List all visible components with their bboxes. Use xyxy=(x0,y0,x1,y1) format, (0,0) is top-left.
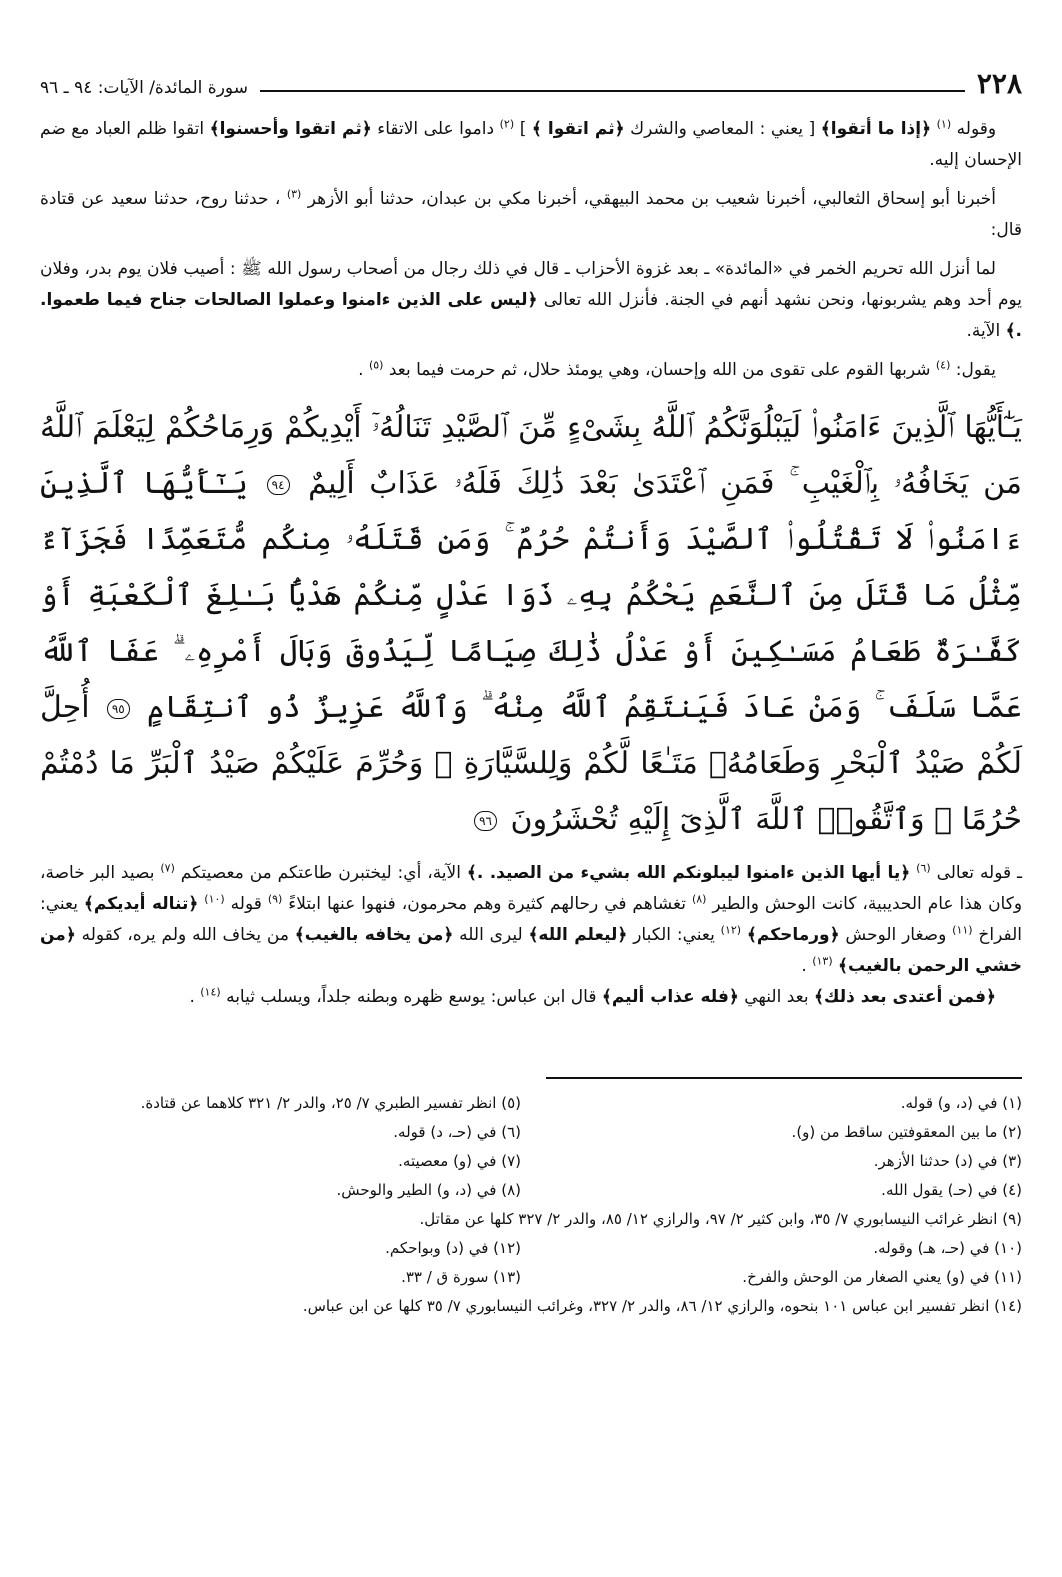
quran-quote: ﴿فله عذاب أليم﴾ xyxy=(601,987,739,1007)
footnote-10: (١٠) في (حـ، هـ) وقوله. xyxy=(873,1239,1022,1257)
text: شربها القوم على تقوى من الله وإحسان، وهي يومئذ حلال، ثم حرمت فيما بعد xyxy=(388,360,931,380)
quran-quote: ﴿تناله أيديكم﴾ xyxy=(83,894,199,914)
text: لما أنزل الله تحريم الخمر في «المائدة» ـ بعد غزوة الأحزاب ـ قال في ذلك رجال من أصحاب رسول الله ﷺ : أصيب فلان يوم بدر، وفلان يوم أحد وهم يشربونها، ونحن نشهد أنهم في الجنة. فأنزل الله تعالى xyxy=(40,259,1023,310)
footnote-5: (٥) انظر تفسير الطبري ٧/ ٢٥، والدر ٢/ ٣٢١ كلاهما عن قتادة. xyxy=(140,1094,521,1112)
text: . xyxy=(358,360,364,380)
footnote-13: (١٣) سورة ق / ٣٣. xyxy=(401,1268,521,1286)
text: ] xyxy=(519,119,527,139)
header-rule xyxy=(260,90,965,92)
quran-quote: ﴿إذا ما أتقوا﴾ xyxy=(820,119,932,139)
text: الآية. xyxy=(966,321,1001,341)
text: يعني: الفراخ xyxy=(40,894,1022,945)
text: أخبرنا أبو إسحاق الثعالبي، أخبرنا شعيب بن محمد البيهقي، أخبرنا مكي بن عبدان، حدثنا أبو الأزهر xyxy=(307,189,997,209)
text: ، حدثنا روح، حدثنا سعيد عن قتادة قال: xyxy=(40,189,1022,240)
commentary-paragraph-3 xyxy=(40,254,1022,347)
text: بعد النهي xyxy=(744,987,809,1007)
footnote-ref: (٤) xyxy=(935,358,951,372)
footnote-ref: (٢) xyxy=(499,117,515,131)
quran-quote: ﴿من خشي الرحمن بالغيب﴾ xyxy=(40,925,1022,976)
text: داموا على الاتقاء xyxy=(377,119,495,139)
footnotes-block-2 xyxy=(40,1234,1022,1292)
text: قوله xyxy=(230,894,262,914)
footnote-7: (٧) في (و) معصيته. xyxy=(398,1152,521,1170)
running-header xyxy=(40,60,1022,100)
text: . xyxy=(189,987,195,1007)
ayah-number-marker: ٩٤ xyxy=(267,475,290,495)
text: ليرى الله xyxy=(459,925,523,945)
footnote-8: (٨) في (د، و) الطير والوحش. xyxy=(336,1181,521,1199)
verse-94: يَـٰٓأَيُّهَا ٱلَّذِينَ ءَامَنُوا۟ لَيَبْلُوَنَّكُمُ ٱللَّهُ بِشَىْءٍ مِّنَ ٱلصَّيْدِ تَنَالُهُۥٓ أَيْدِيكُمْ وَرِمَاحُكُمْ لِيَعْلَمَ ٱللَّهُ مَن يَخَافُهُۥ بِٱلْغَيْبِ ۚ فَمَنِ ٱعْتَدَىٰ بَعْدَ ذَٰلِكَ فَلَهُۥ عَذَابٌ أَلِيمٌ xyxy=(40,410,1022,501)
footnotes-block-1 xyxy=(40,1089,1022,1205)
footnotes-column-left xyxy=(40,1234,521,1292)
commentary-paragraph-6 xyxy=(40,982,1022,1013)
footnote-4: (٤) في (حـ) يقول الله. xyxy=(881,1181,1022,1199)
ayah-number-marker: ٩٥ xyxy=(107,699,130,719)
text: وصغار الوحش xyxy=(845,925,947,945)
commentary-paragraph-4 xyxy=(40,355,1022,386)
text: [ يعني : المعاصي والشرك xyxy=(630,119,816,139)
verse-96: أُحِلَّ لَكُمْ صَيْدُ ٱلْبَحْرِ وَطَعَامُهُۥ مَتَـٰعًا لَّكُمْ وَلِلسَّيَّارَةِ ۖ وَحُرِّمَ عَلَيْكُمْ صَيْدُ ٱلْبَرِّ مَا دُمْتُمْ حُرُمًا ۗ وَٱتَّقُوا۟ ٱللَّهَ ٱلَّذِىٓ إِلَيْهِ تُحْشَرُونَ xyxy=(40,690,1022,837)
footnote-ref: (٣) xyxy=(286,187,302,201)
footnote-11: (١١) في (و) يعني الصغار من الوحش والفرخ. xyxy=(742,1268,1022,1286)
quran-quote: ﴿ثم اتقوا وأحسنوا﴾ xyxy=(209,119,372,139)
footnote-ref: (١٢) xyxy=(720,923,742,937)
commentary-paragraph-2 xyxy=(40,184,1022,246)
quran-quote: ﴿ثم اتقوا ﴾ xyxy=(531,119,625,139)
footnote-ref: (١٣) xyxy=(812,954,833,968)
quran-quote: ﴿من يخافه بالغيب﴾ xyxy=(294,925,454,945)
text: ـ قوله تعالى xyxy=(936,863,1023,883)
footnotes-column-right xyxy=(541,1089,1022,1205)
quran-quote: ﴿ليعلم الله﴾ xyxy=(528,925,628,945)
footnote-3: (٣) في (د) حدثنا الأزهر. xyxy=(873,1152,1022,1170)
footnote-ref: (١٤) xyxy=(200,985,221,999)
spacer xyxy=(40,246,1022,254)
quran-quote: ﴿فمن أعتدى بعد ذلك﴾ xyxy=(813,987,996,1007)
running-title: سورة المائدة/ الآيات: ٩٤ ـ ٩٦ xyxy=(40,78,248,98)
text: . xyxy=(801,956,807,976)
document-page xyxy=(40,60,1022,1321)
footnote-12: (١٢) في (د) وبواحكم. xyxy=(385,1239,521,1257)
footnote-ref: (٦) xyxy=(916,861,931,875)
footnote-ref: (٥) xyxy=(368,358,384,372)
footnote-1: (١) في (د، و) قوله. xyxy=(900,1094,1022,1112)
footnote-ref: (١) xyxy=(936,117,952,131)
text: اتقوا ظلم العباد مع ضم الإحسان إليه. xyxy=(40,119,1022,170)
text: وقوله xyxy=(956,119,997,139)
footnote-14: (١٤) انظر تفسير ابن عباس ١٠١ بنحوه، والرازي ١٢/ ٨٦، والدر ٢/ ٣٢٧، وغرائب النيسابوري ٧/ ٣٥ كلها عن ابن عباس. xyxy=(302,1297,1022,1315)
footnote-6: (٦) في (حـ، د) قوله. xyxy=(393,1123,521,1141)
quran-quote: ﴿ليس على الذين ءامنوا وعملوا الصالحات جناح فيما طعموا. .﴾ xyxy=(40,290,1022,341)
spacer xyxy=(40,176,1022,184)
text: يقول: xyxy=(955,360,996,380)
quran-quote: ﴿يا أيها الذين ءامنوا ليبلونكم الله بشيء من الصيد. .﴾ xyxy=(466,863,911,883)
footnote-ref: (١٠) xyxy=(204,892,225,906)
text: تغشاهم في رحالهم كثيرة وهم محرمون، فنهوا عنها ابتلاءً xyxy=(288,894,686,914)
commentary-paragraph-1 xyxy=(40,114,1022,176)
text: قال ابن عباس: يوسع ظهره وبطنه جلداً، ويسلب ثيابه xyxy=(226,987,597,1007)
text: بصيد البر خاصة، وكان هذا عام الحديبية، كانت الوحش والطير xyxy=(40,863,1023,914)
quran-quote: ﴿ورماحكم﴾ xyxy=(746,925,840,945)
footnote-ref: (٧) xyxy=(160,861,175,875)
text: يعني: الكبار xyxy=(633,925,715,945)
footnote-9: (٩) انظر غرائب النيسابوري ٧/ ٣٥، وابن كثير ٢/ ٩٧، والرازي ١٢/ ٨٥، والدر ٢/ ٣٢٧ كلها عن مقاتل. xyxy=(419,1210,1022,1228)
footnote-2: (٢) ما بين المعقوفتين ساقط من (و). xyxy=(791,1123,1022,1141)
footnote-ref: (٨) xyxy=(691,892,707,906)
footnotes-column-right xyxy=(541,1234,1022,1292)
text: الآية، أي: ليختبرن طاعتكم من معصيتكم xyxy=(180,863,461,883)
spacer xyxy=(40,100,1022,114)
footnote-ref: (٩) xyxy=(267,892,283,906)
footnote-separator xyxy=(546,1077,1022,1079)
footnotes-column-left xyxy=(40,1089,521,1205)
ayah-number-marker: ٩٦ xyxy=(474,811,497,831)
verse-95: يَـٰٓأَيُّهَا ٱلَّذِينَ ءَامَنُوا۟ لَا تَقْتُلُوا۟ ٱلصَّيْدَ وَأَنتُمْ حُرُمٌ ۚ وَمَن قَتَلَهُۥ مِنكُم مُّتَعَمِّدًا فَجَزَآءٌ مِّثْلُ مَا قَتَلَ مِنَ ٱلنَّعَمِ يَحْكُمُ بِهِۦ ذَوَا عَدْلٍ مِّنكُمْ هَدْيًۢا بَـٰلِغَ ٱلْكَعْبَةِ أَوْ كَفَّـٰرَةٌ طَعَامُ مَسَـٰكِينَ أَوْ عَدْلُ ذَٰلِكَ صِيَامًا لِّيَذُوقَ وَبَالَ أَمْرِهِۦ ۗ عَفَا ٱللَّهُ عَمَّا سَلَفَ ۚ وَمَنْ عَادَ فَيَنتَقِمُ ٱللَّهُ مِنْهُ ۗ وَٱللَّهُ عَزِيزٌ ذُو ٱنتِقَامٍ xyxy=(40,466,1022,725)
quran-verses-block xyxy=(40,400,1022,848)
footnote-ref: (١١) xyxy=(952,923,973,937)
commentary-paragraph-5 xyxy=(40,858,1022,982)
text: من يخاف الله ولم يره، كقوله xyxy=(81,925,289,945)
page-number: ٢٢٨ xyxy=(976,67,1022,100)
spacer xyxy=(40,347,1022,355)
